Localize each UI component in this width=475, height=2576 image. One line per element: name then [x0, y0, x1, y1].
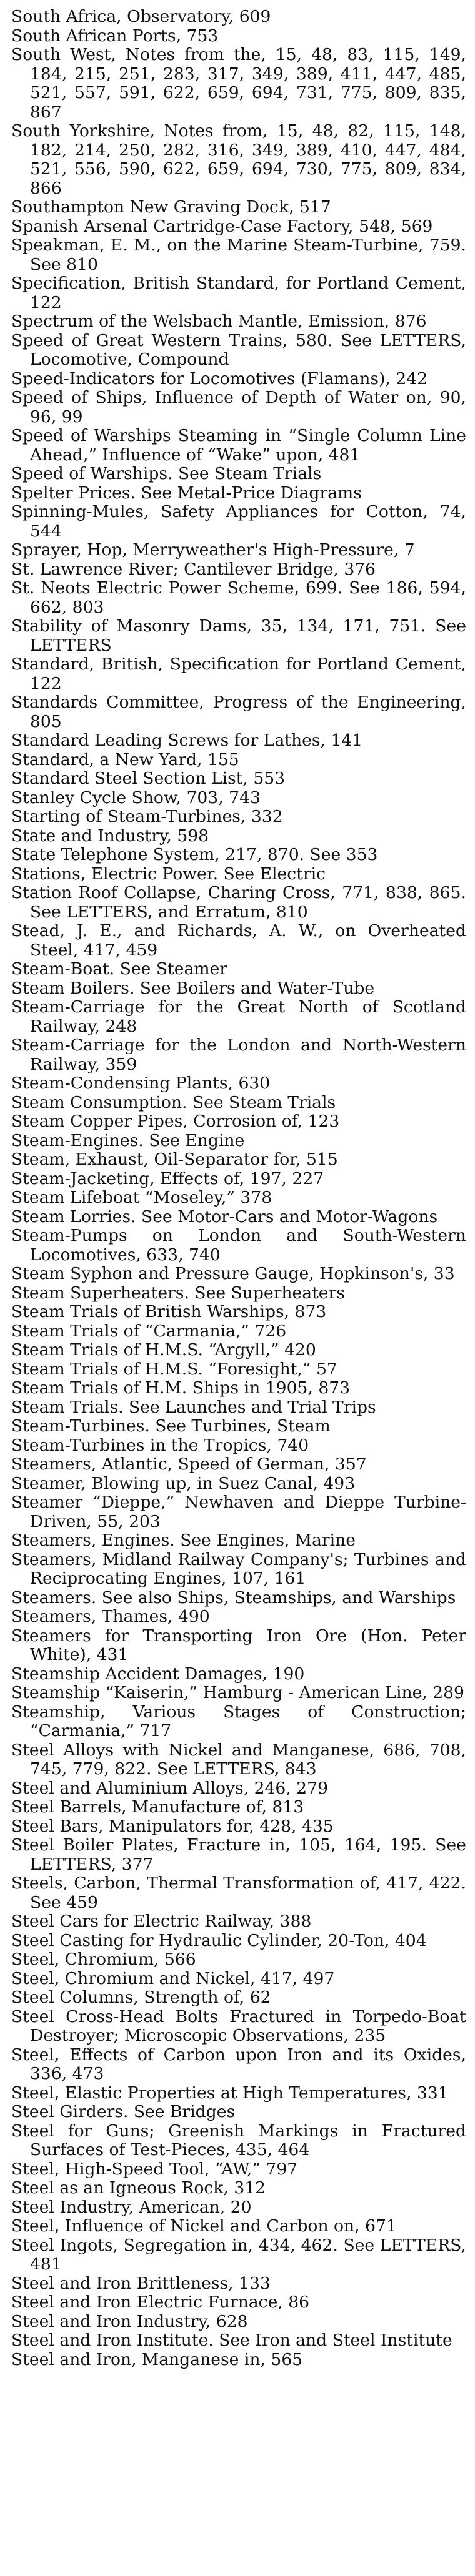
index-entry: Steam-Turbines in the Tropics, 740 [11, 1435, 309, 1455]
index-entry: Steel and Iron Electric Furnace, 86 [11, 2292, 310, 2312]
index-entry: Steel Casting for Hydraulic Cylinder, 20-Ton, 404 [11, 1930, 427, 1950]
index-entry: Steamers, Engines. See Engines, Marine [11, 1531, 356, 1550]
index-entry: Steam-Jacketing, Effects of, 197, 227 [11, 1168, 324, 1188]
index-entry: Steel, Elastic Properties at High Temperatures, 331 [11, 2083, 449, 2103]
index-entry: Speed of Warships Steaming in “Single Column Line Ahead,” Influence of “Wake” upon, 481 [11, 426, 466, 465]
index-entry: Steel Cars for Electric Railway, 388 [11, 1912, 312, 1931]
index-entry: Steam Copper Pipes, Corrosion of, 123 [11, 1112, 340, 1131]
index-entry: Steels, Carbon, Thermal Transformation of, 417, 422. See 459 [11, 1873, 466, 1912]
index-entry: Steam Boilers. See Boilers and Water-Tube [11, 978, 375, 998]
index-entry: Steel and Iron Industry, 628 [11, 2311, 248, 2331]
index-entry-list [11, 7, 466, 2369]
index-entry: South Yorkshire, Notes from, 15, 48, 82, 115, 148, 182, 214, 250, 282, 316, 349, 389, 410, 447, 484, 521, 556, 590, 622, 659, 694, 730, 775, 809, 834, 866 [11, 121, 466, 198]
index-entry: Steel Alloys with Nickel and Manganese, 686, 708, 745, 779, 822. See LETTERS, 843 [11, 1740, 466, 1779]
index-entry: Steam-Carriage for the Great North of Scotland Railway, 248 [11, 997, 466, 1036]
index-entry: Spectrum of the Welsbach Mantle, Emission, 876 [11, 312, 427, 331]
index-entry: State Telephone System, 217, 870. See 353 [11, 845, 378, 864]
index-entry: Steam Trials of H.M.S. “Foresight,” 57 [11, 1359, 338, 1379]
index-entry: South African Ports, 753 [11, 26, 219, 46]
index-entry: Steamer, Blowing up, in Suez Canal, 493 [11, 1473, 356, 1493]
index-entry: Steam, Exhaust, Oil-Separator for, 515 [11, 1150, 338, 1169]
index-entry: Spinning-Mules, Safety Appliances for Cotton, 74, 544 [11, 502, 466, 541]
index-entry: Steamship, Various Stages of Construction; “Carmania,” 717 [11, 1702, 466, 1740]
index-entry: Stead, J. E., and Richards, A. W., on Overheated Steel, 417, 459 [11, 921, 466, 960]
index-entry: Standards Committee, Progress of the Engineering, 805 [11, 693, 466, 731]
index-entry: Speed of Ships, Influence of Depth of Water on, 90, 96, 99 [11, 388, 466, 427]
index-entry: South West, Notes from the, 15, 48, 83, 115, 149, 184, 215, 251, 283, 317, 349, 389, 411, 447, 485, 521, 557, 591, 622, 659, 694, 731, 775, 809, 835, 867 [11, 45, 466, 122]
index-entry: Standard Steel Section List, 553 [11, 769, 286, 788]
index-entry: Steel Boiler Plates, Fracture in, 105, 164, 195. See LETTERS, 377 [11, 1835, 466, 1874]
index-entry: Steam-Carriage for the London and North-Western Railway, 359 [11, 1035, 466, 1074]
index-entry: Standard, a New Yard, 155 [11, 749, 239, 769]
index-entry: Steam-Boat. See Steamer [11, 959, 228, 979]
index-entry: Steam Consumption. See Steam Trials [11, 1092, 336, 1112]
index-entry: Steam Trials of British Warships, 873 [11, 1302, 327, 1321]
index-entry: Stanley Cycle Show, 703, 743 [11, 787, 261, 807]
index-entry: Steam-Pumps on London and South-Western Locomotives, 633, 740 [11, 1226, 466, 1265]
index-entry: Standard, British, Specification for Portland Cement, 122 [11, 654, 466, 693]
index-entry: St. Lawrence River; Cantilever Bridge, 376 [11, 559, 376, 579]
index-entry: Steam Trials. See Launches and Trial Trips [11, 1397, 376, 1417]
index-entry: Speed-Indicators for Locomotives (Flamans), 242 [11, 368, 428, 388]
index-entry: Steel Cross-Head Bolts Fractured in Torpedo-Boat Destroyer; Microscopic Observations, 235 [11, 2006, 466, 2045]
index-entry: Steel Ingots, Segregation in, 434, 462. See LETTERS, 481 [11, 2235, 466, 2274]
index-entry: Steam Lorries. See Motor-Cars and Motor-Wagons [11, 1207, 438, 1226]
index-entry: Steamers. See also Ships, Steamships, and Warships [11, 1587, 456, 1607]
index-entry: Standard Leading Screws for Lathes, 141 [11, 731, 363, 750]
index-entry: Southampton New Graving Dock, 517 [11, 197, 331, 217]
index-entry: Steamer “Dieppe,” Newhaven and Dieppe Turbine-Driven, 55, 203 [11, 1493, 466, 1531]
index-entry: Steamers, Thames, 490 [11, 1607, 210, 1626]
index-entry: Station Roof Collapse, Charing Cross, 771, 838, 865. See LETTERS, and Erratum, 810 [11, 883, 466, 922]
index-entry: Steamers, Atlantic, Speed of German, 357 [11, 1454, 367, 1474]
index-entry: Speed of Warships. See Steam Trials [11, 464, 322, 483]
index-entry: Steam Trials of “Carmania,” 726 [11, 1321, 287, 1341]
index-entry: Sprayer, Hop, Merryweather's High-Pressure, 7 [11, 540, 415, 560]
index-entry: Stability of Masonry Dams, 35, 134, 171, 751. See LETTERS [11, 616, 466, 655]
index-entry: Steel Girders. See Bridges [11, 2102, 236, 2121]
index-entry: Steel, Effects of Carbon upon Iron and its Oxides, 336, 473 [11, 2045, 466, 2083]
index-entry: Steel and Iron, Manganese in, 565 [11, 2349, 303, 2369]
index-entry: Steel, Chromium, 566 [11, 1950, 196, 1969]
index-entry: Steam Trials of H.M.S. “Argyll,” 420 [11, 1340, 316, 1360]
index-entry: Steel, Chromium and Nickel, 417, 497 [11, 1968, 335, 1988]
index-entry: Steam Superheaters. See Superheaters [11, 1283, 345, 1303]
index-entry: St. Neots Electric Power Scheme, 699. See 186, 594, 662, 803 [11, 578, 466, 617]
index-entry: Steel for Guns; Greenish Markings in Fractured Surfaces of Test-Pieces, 435, 464 [11, 2121, 466, 2159]
index-entry: Steel Bars, Manipulators for, 428, 435 [11, 1816, 334, 1836]
index-entry: Steel and Iron Institute. See Iron and Steel Institute [11, 2331, 452, 2350]
index-entry: Spanish Arsenal Cartridge-Case Factory, 548, 569 [11, 216, 433, 236]
index-entry: Steamship “Kaiserin,” Hamburg - American Line, 289 [11, 1683, 464, 1702]
index-entry: Speakman, E. M., on the Marine Steam-Turbine, 759. See 810 [11, 235, 466, 274]
index-entry: Steam-Engines. See Engine [11, 1130, 245, 1150]
index-entry: Specification, British Standard, for Portland Cement, 122 [11, 274, 466, 312]
index-entry: South Africa, Observatory, 609 [11, 7, 271, 26]
index-entry: Steel and Aluminium Alloys, 246, 279 [11, 1778, 329, 1798]
index-entry: Steel Columns, Strength of, 62 [11, 1988, 271, 2007]
index-entry: Steel, Influence of Nickel and Carbon on, 671 [11, 2216, 397, 2236]
index-entry: Steel and Iron Brittleness, 133 [11, 2273, 271, 2293]
index-entry: Steam Lifeboat “Moseley,” 378 [11, 1188, 272, 1207]
index-entry: Steel Industry, American, 20 [11, 2197, 252, 2217]
index-entry: Steel, High-Speed Tool, “AW,” 797 [11, 2159, 298, 2179]
index-entry: Speed of Great Western Trains, 580. See LETTERS, Locomotive, Compound [11, 330, 466, 369]
index-entry: Steel as an Igneous Rock, 312 [11, 2178, 266, 2198]
index-entry: Steam Syphon and Pressure Gauge, Hopkinson's, 33 [11, 1264, 455, 1283]
index-entry: Steam-Condensing Plants, 630 [11, 1073, 271, 1093]
index-entry: Spelter Prices. See Metal-Price Diagrams [11, 483, 362, 503]
index-entry: Starting of Steam-Turbines, 332 [11, 807, 283, 826]
index-entry: Steam Trials of H.M. Ships in 1905, 873 [11, 1378, 351, 1398]
index-entry: Steam-Turbines. See Turbines, Steam [11, 1416, 331, 1436]
index-entry: State and Industry, 598 [11, 826, 209, 846]
index-entry: Steel Barrels, Manufacture of, 813 [11, 1797, 304, 1817]
index-entry: Steamers, Midland Railway Company's; Turbines and Reciprocating Engines, 107, 161 [11, 1549, 466, 1588]
index-entry: Steamship Accident Damages, 190 [11, 1664, 305, 1684]
index-entry: Steamers for Transporting Iron Ore (Hon. Peter White), 431 [11, 1626, 466, 1664]
index-entry: Stations, Electric Power. See Electric [11, 864, 326, 884]
